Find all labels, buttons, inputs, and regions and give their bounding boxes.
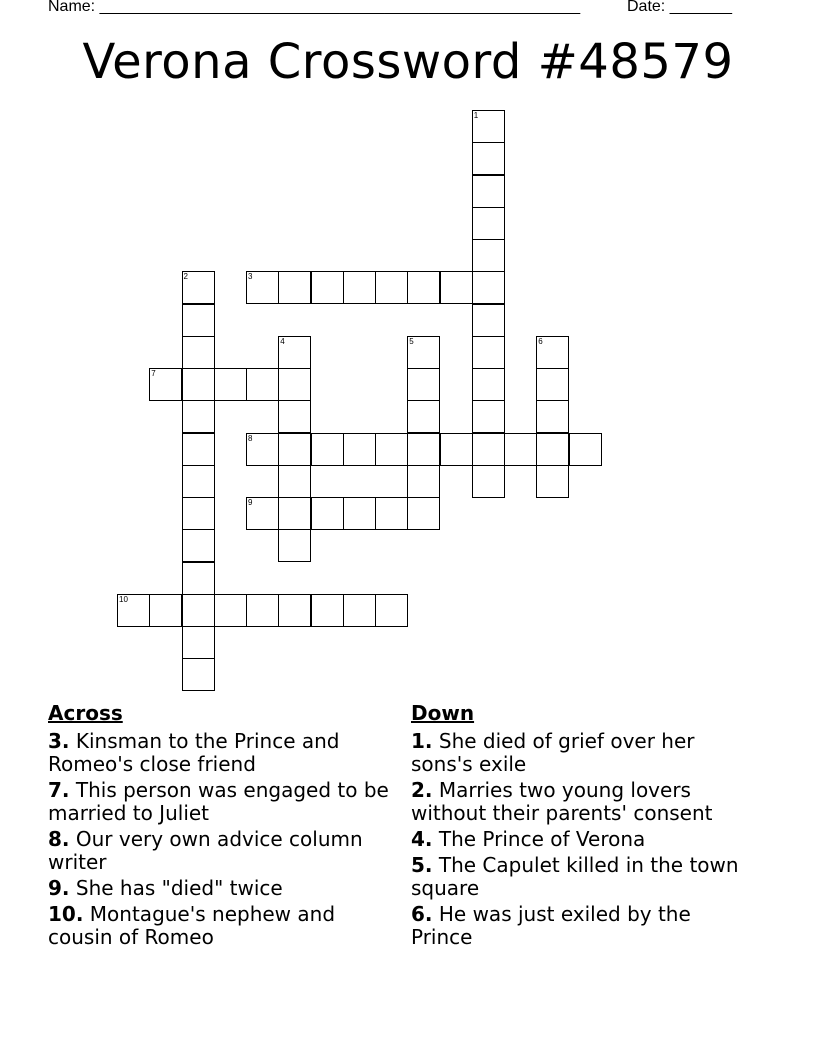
- grid-cell[interactable]: [278, 529, 311, 562]
- across-heading: Across: [48, 701, 123, 725]
- across-clue: [48, 903, 393, 949]
- grid-cell[interactable]: [407, 400, 440, 433]
- clue-text: This person was engaged to be married to Juliet: [48, 778, 389, 825]
- clue-number: 4.: [411, 827, 433, 851]
- grid-cell[interactable]: [246, 433, 279, 466]
- grid-cell[interactable]: [182, 400, 215, 433]
- grid-cell[interactable]: [343, 497, 376, 530]
- cell-number: 9: [248, 498, 253, 507]
- down-clue: [411, 779, 741, 825]
- grid-cell[interactable]: [343, 594, 376, 627]
- grid-cell[interactable]: [343, 271, 376, 304]
- grid-cell[interactable]: [407, 271, 440, 304]
- grid-cell[interactable]: [407, 336, 440, 369]
- grid-cell[interactable]: [375, 497, 408, 530]
- grid-cell[interactable]: [407, 433, 440, 466]
- grid-cell[interactable]: [472, 110, 505, 143]
- grid-cell[interactable]: [278, 594, 311, 627]
- across-clue: [48, 730, 393, 776]
- grid-cell[interactable]: [182, 626, 215, 659]
- grid-cell[interactable]: [149, 594, 182, 627]
- grid-cell[interactable]: [440, 271, 473, 304]
- grid-cell[interactable]: [246, 497, 279, 530]
- clue-text: He was just exiled by the Prince: [411, 902, 691, 949]
- clue-number: 8.: [48, 827, 70, 851]
- clue-number: 6.: [411, 902, 433, 926]
- cell-number: 5: [409, 336, 414, 346]
- across-clue: [48, 877, 393, 900]
- grid-cell[interactable]: [278, 400, 311, 433]
- down-heading: Down: [411, 701, 475, 725]
- grid-cell[interactable]: [472, 239, 505, 272]
- cell-number: 10: [119, 594, 128, 604]
- grid-cell[interactable]: [182, 529, 215, 562]
- cell-number: 3: [248, 272, 253, 282]
- grid-cell[interactable]: [536, 368, 569, 401]
- clue-text: Our very own advice column writer: [48, 827, 363, 874]
- grid-cell[interactable]: [182, 497, 215, 530]
- cell-number: 7: [151, 369, 156, 378]
- cell-number: 6: [538, 336, 543, 346]
- grid-cell[interactable]: [246, 594, 279, 627]
- grid-cell[interactable]: [311, 433, 344, 466]
- grid-cell[interactable]: [536, 336, 569, 369]
- down-clue: [411, 828, 741, 851]
- grid-cell[interactable]: [472, 175, 505, 208]
- grid-cell[interactable]: [504, 433, 537, 466]
- cell-number: 8: [248, 433, 253, 443]
- page-title: Verona Crossword #48579: [82, 34, 734, 90]
- grid-cell[interactable]: [214, 594, 247, 627]
- grid-cell[interactable]: [182, 562, 215, 595]
- grid-cell[interactable]: [311, 594, 344, 627]
- grid-cell[interactable]: [472, 336, 505, 369]
- down-clue: [411, 854, 741, 900]
- grid-cell[interactable]: [343, 433, 376, 466]
- grid-cell[interactable]: [472, 207, 505, 240]
- clue-number: 1.: [411, 729, 433, 753]
- date-field[interactable]: Date: _______: [627, 0, 732, 15]
- grid-cell[interactable]: [246, 271, 279, 304]
- grid-cell[interactable]: [149, 368, 182, 401]
- cell-number: 2: [183, 272, 188, 282]
- clue-text: Kinsman to the Prince and Romeo's close friend: [48, 729, 340, 776]
- grid-cell[interactable]: [440, 433, 473, 466]
- clue-text: She has "died" twice: [75, 876, 283, 900]
- clue-number: 9.: [48, 876, 70, 900]
- across-clue: [48, 779, 393, 825]
- clue-text: She died of grief over her sons's exile: [411, 729, 695, 776]
- clue-number: 2.: [411, 778, 433, 802]
- grid-cell[interactable]: [182, 594, 215, 627]
- clue-text: The Capulet killed in the town square: [411, 853, 739, 900]
- grid-cell[interactable]: [472, 465, 505, 498]
- cell-number: 1: [473, 111, 479, 120]
- grid-cell[interactable]: [278, 465, 311, 498]
- grid-cell[interactable]: [278, 497, 311, 530]
- grid-cell[interactable]: [278, 336, 311, 369]
- grid-cell[interactable]: [472, 142, 505, 175]
- grid-cell[interactable]: [407, 368, 440, 401]
- grid-cell[interactable]: [182, 336, 215, 369]
- grid-cell[interactable]: [375, 594, 408, 627]
- clue-number: 3.: [48, 729, 70, 753]
- grid-cell[interactable]: [278, 271, 311, 304]
- grid-cell[interactable]: [472, 271, 505, 304]
- clue-number: 7.: [48, 778, 70, 802]
- grid-cell[interactable]: [311, 497, 344, 530]
- clue-number: 5.: [411, 853, 433, 877]
- grid-cell[interactable]: [569, 433, 602, 466]
- name-field[interactable]: Name: ______________________________________________________: [48, 0, 581, 15]
- grid-cell[interactable]: [536, 433, 569, 466]
- cell-number: 4: [280, 336, 285, 346]
- grid-cell[interactable]: [117, 594, 150, 627]
- grid-cell[interactable]: [472, 400, 505, 433]
- grid-cell[interactable]: [246, 368, 279, 401]
- clue-text: Marries two young lovers without their parents' consent: [411, 778, 713, 825]
- clue-number: 10.: [48, 902, 84, 926]
- grid-cell[interactable]: [536, 465, 569, 498]
- grid-cell[interactable]: [182, 368, 215, 401]
- grid-cell[interactable]: [472, 304, 505, 337]
- down-clues: [411, 702, 741, 952]
- grid-cell[interactable]: [407, 465, 440, 498]
- grid-cell[interactable]: [278, 433, 311, 466]
- grid-cell[interactable]: [182, 433, 215, 466]
- grid-cell[interactable]: [407, 497, 440, 530]
- across-clue: [48, 828, 393, 874]
- clue-text: The Prince of Verona: [438, 827, 646, 851]
- down-clue: [411, 903, 741, 949]
- down-clue: [411, 730, 741, 776]
- grid-cell[interactable]: [278, 368, 311, 401]
- grid-cell[interactable]: [182, 304, 215, 337]
- grid-cell[interactable]: [182, 271, 215, 304]
- grid-cell[interactable]: [375, 271, 408, 304]
- grid-cell[interactable]: [375, 433, 408, 466]
- grid-cell[interactable]: [536, 400, 569, 433]
- grid-cell[interactable]: [311, 271, 344, 304]
- grid-cell[interactable]: [182, 658, 215, 691]
- grid-cell[interactable]: [214, 368, 247, 401]
- grid-cell[interactable]: [472, 368, 505, 401]
- grid-cell[interactable]: [472, 433, 505, 466]
- grid-cell[interactable]: [182, 465, 215, 498]
- clue-text: Montague's nephew and cousin of Romeo: [48, 902, 336, 949]
- across-clues: [48, 702, 393, 952]
